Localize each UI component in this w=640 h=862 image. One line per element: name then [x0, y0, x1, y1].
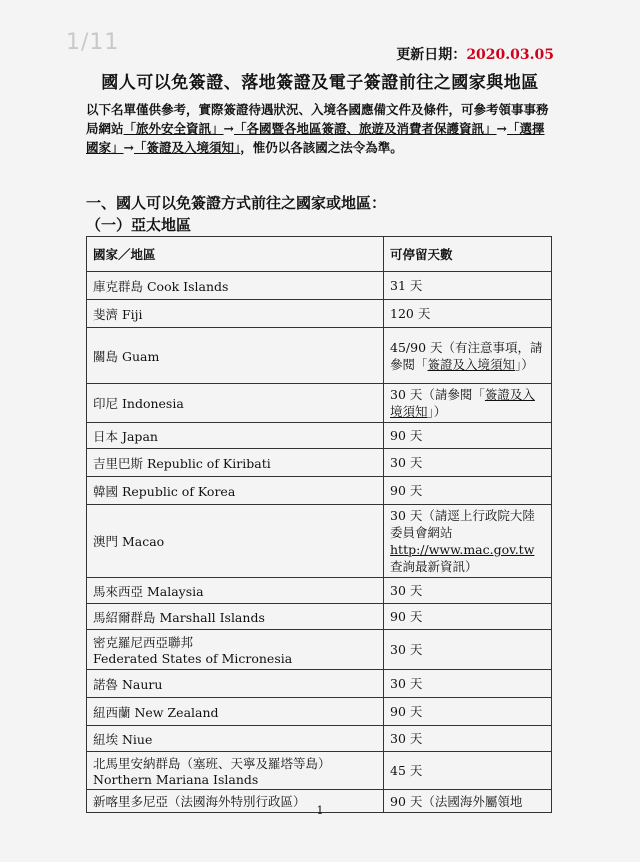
country-cell: 庫克群島 Cook Islands	[87, 272, 384, 300]
table-row	[87, 752, 552, 790]
days-text-end: 查詢最新資訊）	[390, 559, 478, 574]
country-cell	[87, 630, 384, 670]
intro-link-travel-safety[interactable]: 「旅外安全資訊」	[123, 121, 224, 136]
days-text: 30 天（請參閱「	[390, 387, 485, 402]
table-row	[87, 726, 552, 752]
country-cell: 馬紹爾群島 Marshall Islands	[87, 604, 384, 630]
update-date-line	[396, 44, 554, 64]
header-days: 可停留天數	[384, 237, 552, 272]
days-cell: 90 天（法國海外屬領地	[384, 790, 552, 813]
days-cell: 30 天	[384, 726, 552, 752]
country-cell: 諾魯 Nauru	[87, 670, 384, 698]
days-cell: 30 天	[384, 630, 552, 670]
intro-paragraph	[86, 100, 556, 157]
country-cell: 馬來西亞 Malaysia	[87, 578, 384, 604]
country-cell: 韓國 Republic of Korea	[87, 477, 384, 505]
days-cell: 30 天	[384, 578, 552, 604]
section-heading: 一、國人可以免簽證方式前往之國家或地區：	[86, 194, 387, 212]
document-title: 國人可以免簽證、落地簽證及電子簽證前往之國家與地區	[101, 73, 539, 93]
table-row	[87, 630, 552, 670]
table-row	[87, 423, 552, 449]
sub-heading: （一）亞太地區	[86, 216, 192, 234]
entry-notes-link[interactable]: 簽證及入境須知	[390, 387, 535, 419]
page-number: 1	[316, 804, 324, 817]
days-cell: 120 天	[384, 300, 552, 328]
table-row	[87, 328, 552, 384]
country-cell: 紐埃 Niue	[87, 726, 384, 752]
intro-text-2: ，惟仍以各該國之法令為準。	[240, 140, 403, 155]
header-country: 國家／地區	[87, 237, 384, 272]
country-cell	[87, 752, 384, 790]
country-cell: 紐西蘭 New Zealand	[87, 698, 384, 726]
country-name-en: Federated States of Micronesia	[93, 651, 293, 666]
intro-text-1: 以下名單僅供參考，實際簽證待遇狀況、入境各國應備文件及條件，可參考領事事務局網站	[86, 102, 549, 136]
days-cell: 90 天	[384, 698, 552, 726]
days-cell	[384, 505, 552, 578]
days-cell: 30 天	[384, 449, 552, 477]
table-row	[87, 449, 552, 477]
days-cell: 90 天	[384, 477, 552, 505]
intro-link-select-country[interactable]: 「選擇國家」	[86, 121, 545, 155]
days-cell	[384, 328, 552, 384]
days-cell: 30 天	[384, 670, 552, 698]
intro-arrow-2: →	[496, 121, 508, 136]
table-row	[87, 604, 552, 630]
mac-website-link[interactable]: http://www.mac.gov.tw	[390, 542, 535, 557]
table-row	[87, 477, 552, 505]
country-cell: 日本 Japan	[87, 423, 384, 449]
page-indicator: 1/11	[66, 30, 120, 55]
days-text-end: 」）	[427, 404, 447, 419]
intro-arrow-3: →	[123, 140, 134, 155]
update-date: 2020.03.05	[466, 47, 554, 63]
days-cell: 90 天	[384, 423, 552, 449]
intro-link-visa-info[interactable]: 「各國暨各地區簽證、旅遊及消費者保護資訊」	[234, 121, 497, 136]
days-cell: 90 天	[384, 604, 552, 630]
visa-table	[86, 236, 552, 813]
days-text-end: 」）	[515, 356, 534, 372]
table-row	[87, 272, 552, 300]
table-row	[87, 670, 552, 698]
country-cell: 新喀里多尼亞（法國海外特別行政區）	[87, 790, 384, 813]
country-cell: 印尼 Indonesia	[87, 384, 384, 423]
intro-link-entry-notes[interactable]: 「簽證及入境須知」	[134, 140, 241, 155]
entry-notes-link[interactable]: 簽證及入境須知	[427, 356, 516, 372]
intro-arrow-1: →	[223, 121, 235, 136]
country-cell: 吉里巴斯 Republic of Kiribati	[87, 449, 384, 477]
table-header-row	[87, 237, 552, 272]
days-text: 45/90 天（有注意事項，請參閱「	[390, 339, 543, 372]
table-row	[87, 300, 552, 328]
country-cell: 斐濟 Fiji	[87, 300, 384, 328]
days-text: 30 天（請逕上行政院大陸委員會網站	[390, 508, 535, 540]
country-name-zh: 密克羅尼西亞聯邦	[93, 635, 194, 650]
table-row	[87, 384, 552, 423]
table-row	[87, 698, 552, 726]
country-name-zh: 北馬里安納群島（塞班、天寧及羅塔等島）	[93, 756, 331, 771]
update-label: 更新日期：	[396, 47, 467, 63]
country-name-en: Northern Mariana Islands	[93, 772, 259, 787]
days-cell	[384, 384, 552, 423]
days-cell: 45 天	[384, 752, 552, 790]
country-cell: 澳門 Macao	[87, 505, 384, 578]
table-row	[87, 578, 552, 604]
table-row	[87, 505, 552, 578]
country-cell: 關島 Guam	[87, 328, 384, 384]
days-cell: 31 天	[384, 272, 552, 300]
